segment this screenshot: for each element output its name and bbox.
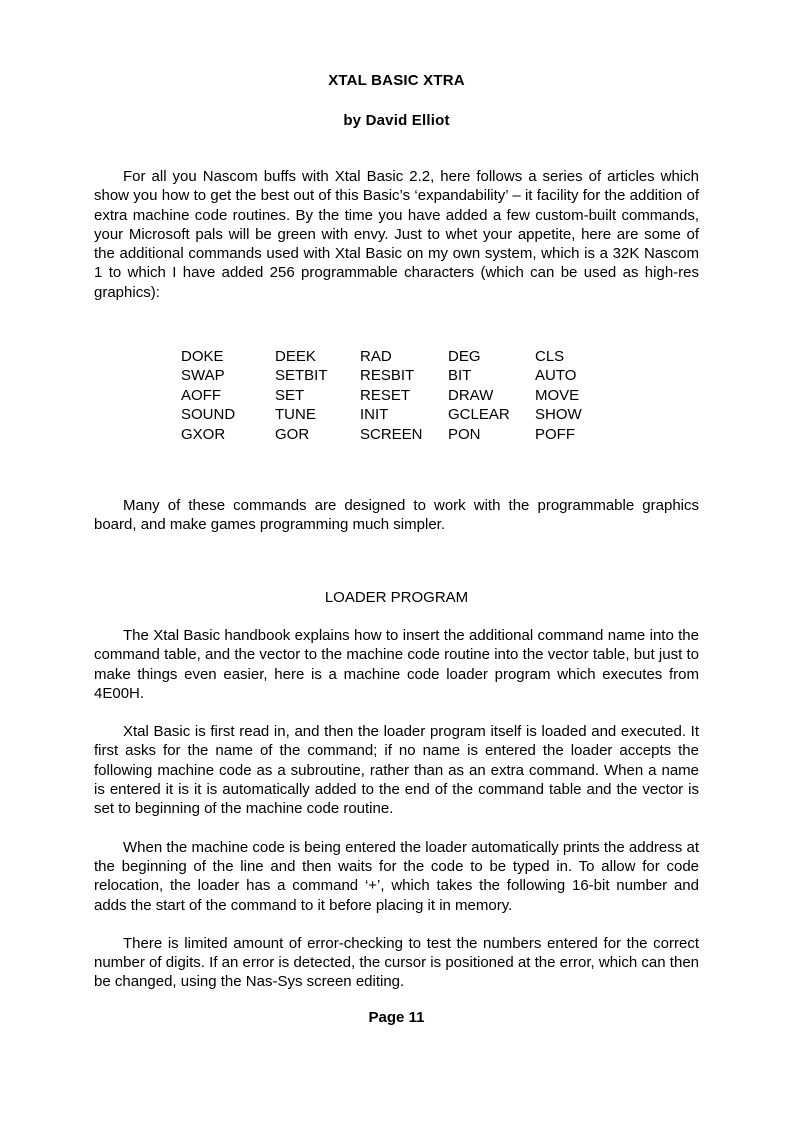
command-cell: AUTO: [535, 367, 577, 385]
command-cell: SETBIT: [275, 367, 328, 385]
paragraph-after-table: Many of these commands are designed to work with the programmable graphics board, and make games programming much simpler.: [94, 497, 699, 534]
command-cell: RESET: [360, 386, 411, 404]
page-title: XTAL BASIC XTRA: [328, 72, 465, 89]
command-table-body: [181, 347, 625, 444]
command-cell: SOUND: [181, 406, 236, 424]
table-row: [181, 347, 625, 366]
command-cell: RESBIT: [360, 367, 415, 385]
page-number-footer: Page 11: [368, 1009, 425, 1026]
command-cell: POFF: [535, 425, 575, 443]
command-cell: INIT: [360, 406, 389, 424]
section-heading-loader-program: LOADER PROGRAM: [324, 589, 469, 606]
command-cell: DRAW: [448, 386, 494, 404]
command-cell: CLS: [535, 348, 565, 365]
command-cell: GXOR: [181, 425, 226, 443]
table-row: [181, 405, 625, 424]
table-row: [181, 366, 625, 385]
command-cell: SHOW: [535, 406, 582, 424]
paragraph-errors: There is limited amount of error-checking to test the numbers entered for the correct number of digits. If an error is detected, the cursor is positioned at the error, which can then be changed, using the Nas-Sys screen editing.: [94, 934, 699, 991]
table-row: [181, 425, 625, 444]
command-cell: DOKE: [181, 348, 224, 365]
table-row: [181, 386, 625, 405]
command-cell: DEEK: [275, 348, 316, 365]
command-cell: GCLEAR: [448, 406, 510, 424]
command-cell: MOVE: [535, 386, 580, 404]
command-cell: SWAP: [181, 367, 225, 385]
command-cell: SCREEN: [360, 425, 423, 443]
command-cell: BIT: [448, 367, 472, 385]
command-list-block: [181, 347, 625, 444]
paragraph-block-mid: [94, 496, 699, 535]
command-cell: DEG: [448, 348, 481, 365]
command-cell: GOR: [275, 425, 310, 443]
document-header-block: [94, 0, 699, 302]
paragraph-entering: When the machine code is being entered the loader automatically prints the address at the beginning of the line and then waits for the code to be typed in. To allow for code relocation, the loader has a command ‘+’, which takes the following 16-bit number and adds the start of the command to it before placing it in memory.: [94, 838, 699, 914]
command-cell: PON: [448, 425, 481, 443]
command-cell: TUNE: [275, 406, 316, 424]
command-cell: AOFF: [181, 386, 221, 404]
command-cell: SET: [275, 386, 305, 404]
paragraph-handbook: The Xtal Basic handbook explains how to insert the additional command name into the command table, and the vector to the machine code routine into the vector table, but just to make things even easier, here is a machine code loader program which executes from 4E00H.: [94, 627, 699, 702]
paragraph-intro: For all you Nascom buffs with Xtal Basic 2.2, here follows a series of articles which show you how to get the best out of this Basic’s ‘expandability’ – it facility for the addition of extra machine code routines. By the time you have added a few custom-built commands, your Microsoft pals will be green with envy. Just to whet your appetite, here are some of the additional commands used with Xtal Basic on my own system, which is a 32K Nascom 1 to which I have added 256 programmable characters (which can be used as high-res graphics):: [94, 168, 699, 301]
command-cell: RAD: [360, 348, 392, 365]
paragraph-loading: Xtal Basic is first read in, and then the loader program itself is loaded and executed. It first asks for the name of the command; if no name is entered the loader accepts the following machine code as a subroutine, rather than as an extra command. When a name is entered it is it is automatically added to the end of the command table and the vector is set to beginning of the machine code routine.: [94, 723, 699, 818]
paragraph-block-main: [94, 588, 699, 992]
author-byline: by David Elliot: [343, 112, 450, 129]
command-table: [181, 347, 625, 444]
